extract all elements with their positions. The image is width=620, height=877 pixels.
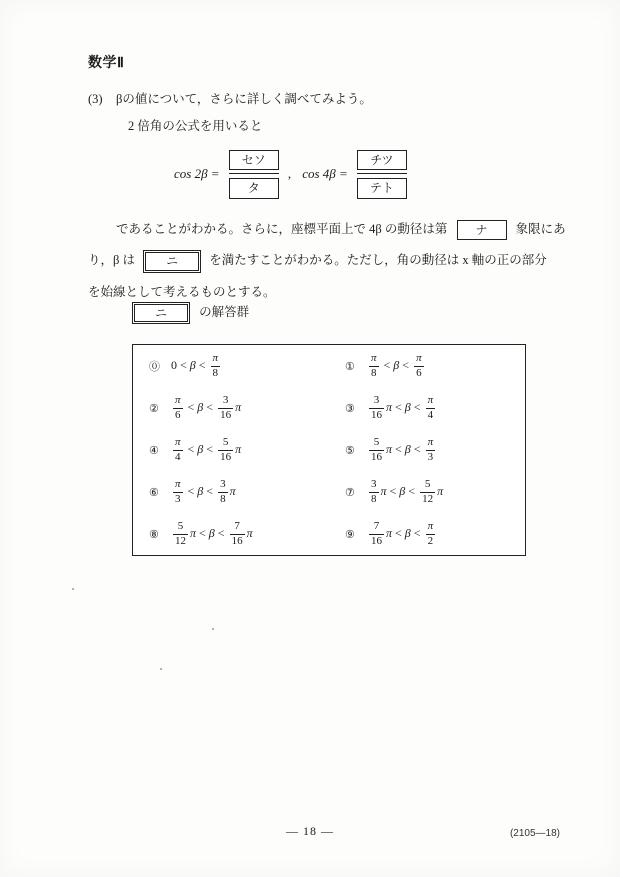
question-line-3-text-b: 象限にあ xyxy=(515,222,566,237)
question-line-3 xyxy=(88,218,566,241)
question-line-5 xyxy=(88,281,538,304)
choice-3-body: $\frac{3}{16}$ π < β < $\frac{\pi}{4}$ xyxy=(371,393,434,421)
choice-5-number: ⑤ xyxy=(345,444,355,457)
choice-4-body: $\frac{\pi}{4}$ < β < $\frac{5}{16}$ π xyxy=(175,435,242,463)
choice-option-1[interactable] xyxy=(329,352,525,381)
choice-option-5[interactable] xyxy=(329,436,525,465)
choice-option-9[interactable] xyxy=(329,520,525,549)
footer-code: (2105—18) xyxy=(509,828,560,839)
formula-fraction-1 xyxy=(229,148,279,199)
question-line-4 xyxy=(88,249,547,272)
choice-8-number: ⑧ xyxy=(149,528,159,541)
fraction-pi-3-b: $\frac{\pi}{3}$ xyxy=(175,477,181,505)
fraction-5-16-b: $\frac{5}{16}$ xyxy=(371,435,382,463)
choice-7-body: $\frac{3}{8}$ π < β < $\frac{5}{12}$ π xyxy=(371,477,444,505)
fraction-pi-8-b: $\frac{\pi}{8}$ xyxy=(371,351,377,379)
choice-6-body: $\frac{\pi}{3}$ < β < $\frac{3}{8}$ π xyxy=(175,477,236,505)
choice-3-number: ③ xyxy=(345,402,355,415)
answer-box-ta[interactable]: タ xyxy=(229,178,279,198)
choice-9-number: ⑨ xyxy=(345,528,355,541)
page-subject-title: 数学Ⅱ xyxy=(88,54,125,70)
fraction-pi-6: $\frac{\pi}{6}$ xyxy=(416,351,422,379)
question-line-4-text-b: を満たすことがわかる。ただし，角の動径は x 軸の正の部分 xyxy=(209,253,547,268)
answer-box-teto[interactable]: テト xyxy=(357,178,407,198)
fraction-5-16: $\frac{5}{16}$ xyxy=(220,435,232,463)
fraction-pi-3: $\frac{\pi}{3}$ xyxy=(427,435,434,463)
choice-option-6[interactable] xyxy=(133,478,329,507)
fraction-pi-4-b: $\frac{\pi}{4}$ xyxy=(175,435,181,463)
fraction-3-8: $\frac{3}{8}$ xyxy=(220,477,226,505)
choice-7-number: ⑦ xyxy=(345,486,355,499)
question-line-2-text: 2 倍角の公式を用いると xyxy=(128,119,263,134)
fraction-7-16-b: $\frac{7}{16}$ xyxy=(371,519,382,547)
choice-4-number: ④ xyxy=(149,444,159,457)
choice-option-0[interactable] xyxy=(133,352,329,381)
question-number: (3) xyxy=(88,92,103,106)
answer-box-ni[interactable]: ニ xyxy=(143,250,201,272)
choice-1-body: $\frac{\pi}{8}$ < β < $\frac{\pi}{6}$ xyxy=(371,351,422,379)
answer-group-box-ni[interactable]: ニ xyxy=(132,302,190,324)
fraction-pi-6-b: $\frac{\pi}{6}$ xyxy=(175,393,181,421)
answer-choices-box xyxy=(132,344,526,556)
formula-box-ta-wrap xyxy=(229,176,279,199)
question-line-1 xyxy=(88,88,538,111)
fraction-3-8-b: $\frac{3}{8}$ xyxy=(371,477,377,505)
choice-0-body: 0 < β < $\frac{\pi}{8}$ xyxy=(171,351,219,379)
answer-box-na[interactable]: ナ xyxy=(457,220,507,240)
formula-lhs-cos2b: cos 2β = xyxy=(174,165,220,181)
scan-speck xyxy=(212,628,214,630)
choice-2-number: ② xyxy=(149,402,159,415)
formula-lhs-cos4b: cos 4β = xyxy=(302,165,348,181)
answer-choices-grid xyxy=(133,345,525,555)
choice-1-number: ① xyxy=(345,360,355,373)
formula-fraction-2 xyxy=(357,148,407,199)
formula-box-chitsu-wrap xyxy=(357,148,407,171)
question-line-4-text-a: り，β は xyxy=(88,253,135,268)
question-body xyxy=(88,88,566,308)
answer-group-suffix: の解答群 xyxy=(199,305,250,319)
answer-box-seso[interactable]: セソ xyxy=(229,150,279,170)
choice-6-number: ⑥ xyxy=(149,486,159,499)
question-line-1-text: βの値について，さらに詳しく調べてみよう。 xyxy=(116,92,372,106)
choice-9-body: $\frac{7}{16}$ π < β < $\frac{\pi}{2}$ xyxy=(371,519,434,547)
choice-option-3[interactable] xyxy=(329,394,525,423)
fraction-bar-1 xyxy=(229,173,279,174)
formula-separator: , xyxy=(287,165,292,181)
choice-option-7[interactable] xyxy=(329,478,525,507)
fraction-5-12: $\frac{5}{12}$ xyxy=(422,477,434,505)
choice-option-8[interactable] xyxy=(133,520,329,549)
choice-option-4[interactable] xyxy=(133,436,329,465)
choice-5-body: $\frac{5}{16}$ π < β < $\frac{\pi}{3}$ xyxy=(371,435,434,463)
choice-0-number: ⓪ xyxy=(149,361,160,373)
question-line-5-text: を始線として考えるものとする。 xyxy=(88,284,276,299)
fraction-5-12-b: $\frac{5}{12}$ xyxy=(175,519,186,547)
page-number: — 18 — xyxy=(286,824,334,838)
scan-speck xyxy=(72,588,74,590)
choice-8-body: $\frac{5}{12}$ π < β < $\frac{7}{16}$ π xyxy=(175,519,253,547)
question-line-3-text-a: であることがわかる。さらに，座標平面上で 4β の動径は第 xyxy=(116,222,448,237)
fraction-pi-2: $\frac{\pi}{2}$ xyxy=(427,519,434,547)
scan-speck xyxy=(160,668,162,670)
choice-2-body: $\frac{\pi}{6}$ < β < $\frac{3}{16}$ π xyxy=(175,393,242,421)
fraction-7-16: $\frac{7}{16}$ xyxy=(231,519,243,547)
fraction-3-16: $\frac{3}{16}$ xyxy=(220,393,232,421)
formula-box-seso-wrap xyxy=(229,148,279,171)
answer-group-label xyxy=(132,302,249,324)
double-angle-formula xyxy=(88,148,538,204)
fraction-bar-2 xyxy=(357,173,407,174)
fraction-pi-4: $\frac{\pi}{4}$ xyxy=(427,393,434,421)
choice-option-2[interactable] xyxy=(133,394,329,423)
formula-box-teto-wrap xyxy=(357,176,407,199)
fraction-pi-8: $\frac{\pi}{8}$ xyxy=(212,351,219,379)
fraction-3-16-b: $\frac{3}{16}$ xyxy=(371,393,382,421)
answer-box-chitsu[interactable]: チツ xyxy=(357,150,407,170)
question-line-2 xyxy=(88,115,538,138)
